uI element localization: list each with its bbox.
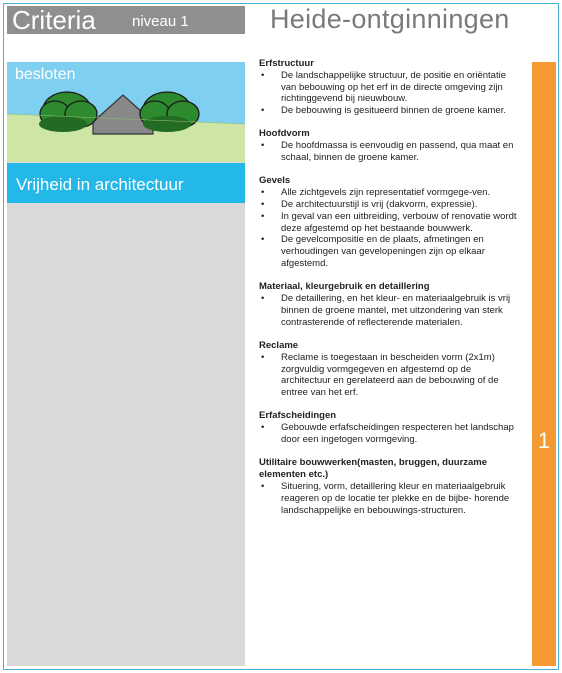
bullet-list [259,187,521,270]
bullet-item: • De architectuurstijl is vrij (dakvorm, expressie). [259,199,521,211]
bullet-list [259,481,521,516]
bullet-item: • Gebouwde erfafscheidingen respecteren het landschap door een ingetogen vormgeving. [259,422,521,446]
section-title: Erfstructuur [259,58,314,69]
section-materiaal [259,281,521,328]
criteria-header-bar [7,6,245,34]
section-gevels [259,175,521,269]
bullet-item: • De landschappelijke structuur, de positie en oriëntatie van bebouwing op het erf in de directe omgeving zijn richtinggevend bij nieuwbouw. [259,70,521,105]
bullet-item: • De detaillering, en het kleur- en materiaalgebruik is vrij binnen de groene mantel, met uitzondering van sterk contrasterende of reflecterende materialen. [259,293,521,328]
section-title: Gevels [259,175,291,187]
bullet-item: • De gevelcompositie en de plaats, afmetingen en verhoudingen van gevelopeningen zijn op elkaar afgestemd. [259,234,521,269]
bullet-item: • Reclame is toegestaan in bescheiden vorm (2x1m) zorgvuldig vormgegeven en afgestemd op de architectuur en gerelateerd aan de bebouwing of de entree van het erf. [259,352,521,399]
landscape-illustration [7,62,245,162]
level-side-bar [532,62,556,666]
section-hoofdvorm [259,128,521,163]
criteria-content [259,58,521,528]
section-utilitaire-bouwwerken [259,457,521,516]
section-title: Utilitaire bouwwerken(masten, bruggen, duurzame elementen etc.) [259,457,488,481]
page-title: Heide-ontginningen [270,4,510,34]
level-number: 1 [537,428,551,453]
category-banner: Vrijheid in architectuur [7,163,245,203]
illustration-label: besloten [15,66,76,83]
bullet-item: • De bebouwing is gesitueerd binnen de groene kamer. [259,105,521,117]
bullet-item: • In geval van een uitbreiding, verbouw of renovatie wordt deze afgestemd op het bestaande bouwwerk. [259,211,521,235]
bullet-list [259,422,521,446]
bullet-list [259,352,521,399]
criteria-title: Criteria [12,5,96,35]
bullet-list [259,70,521,117]
bullet-list [259,140,521,164]
section-erfstructuur [259,58,521,117]
section-title: Erfafscheidingen [259,410,337,422]
bullet-item: • De hoofdmassa is eenvoudig en passend, qua maat en schaal, binnen de groene kamer. [259,140,521,164]
section-title: Materiaal, kleurgebruik en detaillering [259,281,430,293]
section-title: Hoofdvorm [259,128,310,140]
section-reclame [259,340,521,399]
niveau-label: niveau 1 [132,13,189,30]
bullet-item: • Alle zichtgevels zijn representatief vormgege-ven. [259,187,521,199]
bullet-item: • Situering, vorm, detaillering kleur en materiaalgebruik reageren op de locatie ter plekke en de bijbe- horende landschappelijke en bebouwings-structuren. [259,481,521,516]
section-title: Reclame [259,339,299,351]
bullet-list [259,293,521,328]
section-erfafscheidingen [259,410,521,445]
